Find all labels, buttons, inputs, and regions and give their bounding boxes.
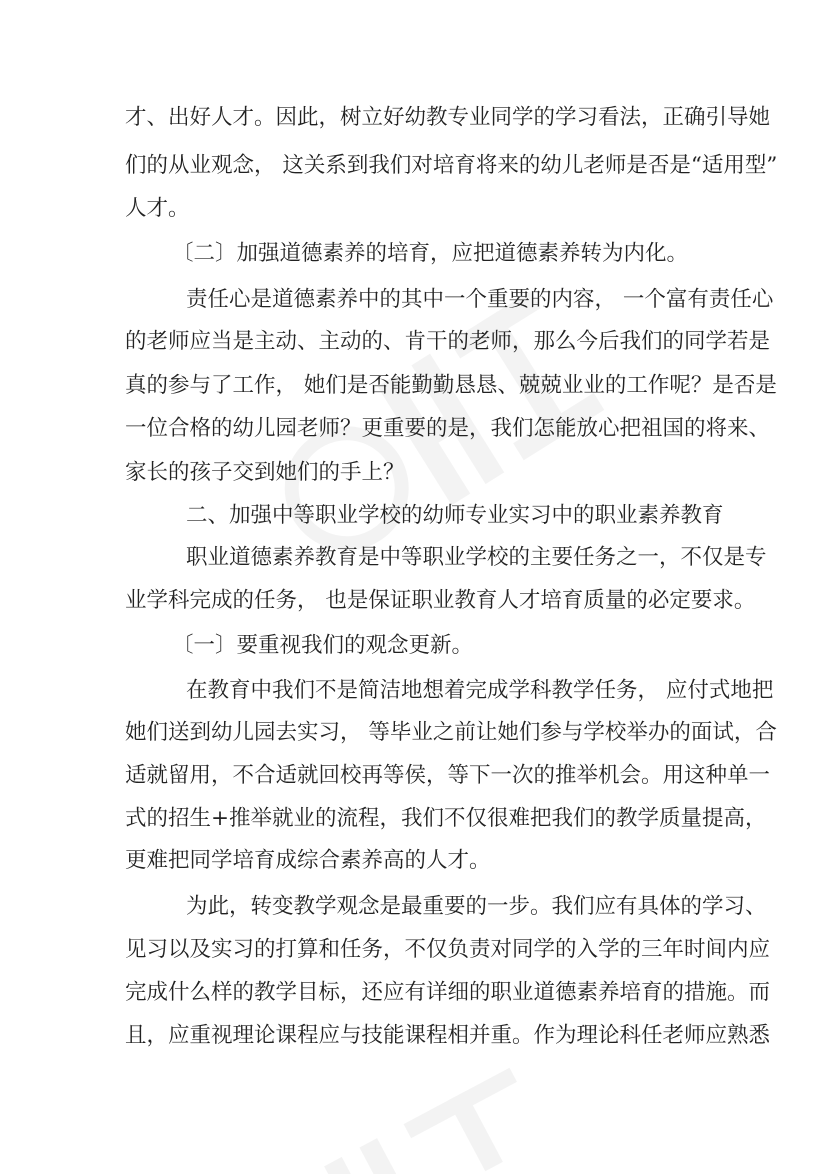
watermark-graphic-bottom: [297, 1036, 583, 1174]
paragraph-line: 更难把同学培育成综合素养高的人才。: [125, 848, 491, 873]
paragraph-line: 业学科完成的任务， 也是保证职业教育人才培育质量的必定要求。: [125, 588, 756, 613]
paragraph-line: 才、出好人才。因此，树立好幼教专业同学的学习看法，正确引导她: [125, 105, 771, 130]
paragraph-line: 式的招生+推举就业的流程，我们不仅很难把我们的教学质量提高，: [125, 806, 767, 831]
section-heading: 〔一〕要重视我们的观念更新。: [172, 633, 474, 658]
paragraph-line: 且，应重视理论课程应与技能课程相并重。作为理论科任老师应熟悉: [125, 1023, 771, 1048]
section-heading: 〔二〕加强道德素养的培育，应把道德素养转为内化。: [172, 241, 689, 266]
paragraph-line: 的老师应当是主动、主动的、肯干的老师，那么今后我们的同学若是: [125, 329, 771, 354]
section-heading: 二、加强中等职业学校的幼师专业实习中的职业素养教育: [186, 503, 724, 528]
paragraph-line: 为此，转变教学观念是最重要的一步。我们应有具体的学习、: [186, 894, 767, 919]
paragraph-line: 在教育中我们不是简洁地想着完成学科教学任务， 应付式地把: [186, 678, 774, 703]
paragraph-line: 一位合格的幼儿园老师？更重要的是，我们怎能放心把祖国的将来、: [125, 416, 771, 441]
paragraph-line: 真的参与了工作， 她们是否能勤勤恳恳、兢兢业业的工作呢？是否是: [125, 373, 777, 398]
paragraph-line: 人才。: [125, 196, 190, 221]
paragraph-line: 们的从业观念， 这关系到我们对培育将来的幼儿老师是否是“适用型”: [125, 153, 778, 178]
paragraph-line: 见习以及实习的打算和任务，不仅负责对同学的入学的三年时间内应: [125, 937, 771, 962]
paragraph-line: 完成什么样的教学目标，还应有详细的职业道德素养培育的措施。而: [125, 980, 771, 1005]
paragraph-line: 她们送到幼儿园去实习， 等毕业之前让她们参与学校举办的面试，合: [125, 720, 777, 745]
paragraph-line: 家长的孩子交到她们的手上？: [125, 460, 405, 485]
paragraph-line: 适就留用，不合适就回校再等侯，等下一次的推举机会。用这种单一: [125, 763, 771, 788]
paragraph-line: 责任心是道德素养中的其中一个重要的内容， 一个富有责任心: [186, 287, 774, 312]
paragraph-line: 职业道德素养教育是中等职业学校的主要任务之一，不仅是专: [186, 545, 767, 570]
